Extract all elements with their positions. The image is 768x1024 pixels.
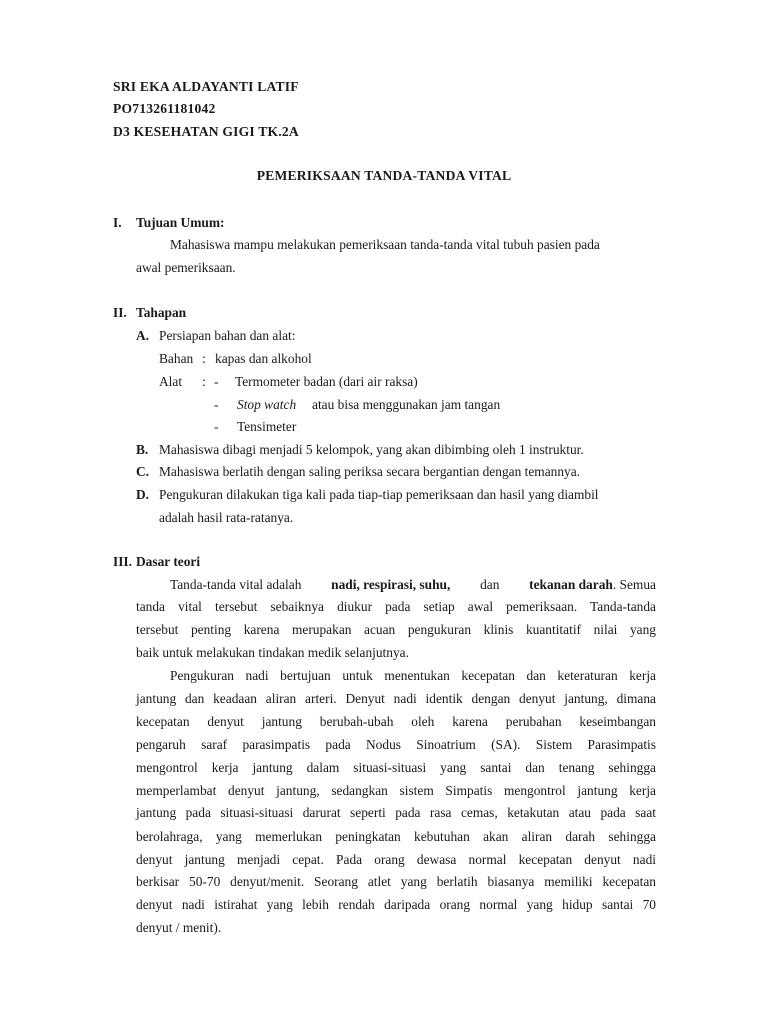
theory-p1-text-dan: dan [480, 577, 500, 592]
alat-dash-2: - [214, 397, 219, 412]
theory-p2-line: denyut nadi istirahat yang lebih rendah daripada orang normal yang hidup santai 70 [136, 897, 656, 912]
theory-p2-line: jantung pada situasi-situasi darurat seperti pada rasa cemas, ketakutan atau pada saat [136, 805, 656, 820]
theory-p1-bold-bp: tekanan darah [529, 577, 613, 592]
section-1-line-2: awal pemeriksaan. [136, 260, 236, 275]
item-c-marker: C. [136, 464, 150, 479]
alat-item-3: Tensimeter [237, 419, 297, 434]
theory-p2-line: berkisar 50-70 denyut/menit. Seorang atlet yang berlatih biasanya memiliki kecepatan [136, 874, 656, 889]
bahan-colon: : [202, 351, 206, 366]
item-d-line-1: Pengukuran dilakukan tiga kali pada tiap-tiap pemeriksaan dan hasil yang diambil [159, 487, 599, 502]
bahan-value: kapas dan alkohol [215, 351, 312, 366]
theory-p2-line: Pengukuran nadi bertujuan untuk menentukan kecepatan dan keteraturan kerja [170, 668, 656, 683]
student-id: PO713261181042 [113, 101, 216, 116]
alat-item-2-rest: atau bisa menggunakan jam tangan [312, 397, 501, 412]
item-d-line-2: adalah hasil rata-ratanya. [159, 510, 294, 525]
item-d-marker: D. [136, 487, 150, 502]
item-b-marker: B. [136, 442, 149, 457]
alat-item-1: Termometer badan (dari air raksa) [235, 374, 418, 389]
section-3-number: III. [113, 554, 132, 569]
theory-p2-line: berolahraga, yang memerlukan peningkatan kebutuhan akan aliran darah sehingga [136, 829, 656, 844]
alat-dash-1: - [214, 374, 219, 389]
section-1-line-1: Mahasiswa mampu melakukan pemeriksaan tanda-tanda vital tubuh pasien pada [170, 237, 600, 252]
student-class: D3 KESEHATAN GIGI TK.2A [113, 124, 299, 139]
theory-p1-text-semua: . Semua [612, 577, 656, 592]
theory-p1-line-2: tanda vital tersebut sebaiknya diukur pada setiap awal pemeriksaan. Tanda-tanda [136, 599, 656, 614]
theory-p2-line: kecepatan denyut jantung berubah-ubah oleh karena perubahan keseimbangan [136, 714, 656, 729]
student-name: SRI EKA ALDAYANTI LATIF [113, 79, 299, 94]
item-c-text: Mahasiswa berlatih dengan saling periksa secara bergantian dengan temannya. [159, 464, 581, 479]
theory-p2-line: jantung dan keadaan aliran arteri. Denyut nadi identik dengan denyut jantung, dimana [136, 691, 656, 706]
section-2-number: II. [113, 305, 127, 320]
alat-colon: : [202, 374, 206, 389]
theory-p1-line-1 [170, 577, 656, 593]
item-a-text: Persiapan bahan dan alat: [159, 328, 296, 343]
alat-dash-3: - [214, 419, 219, 434]
theory-p2-line: memperlambat denyut jantung, sedangkan sistem Simpatis mengontrol jantung kerja [136, 783, 656, 798]
item-a-marker: A. [136, 328, 150, 343]
theory-p1-text-a: Tanda-tanda vital adalah [170, 577, 302, 592]
bahan-label: Bahan [159, 351, 194, 366]
theory-p2-line: denyut jantung menjadi cepat. Pada orang dewasa normal kecepatan denyut nadi [136, 852, 656, 867]
alat-item-2-italic: Stop watch [237, 397, 297, 412]
item-b-text: Mahasiswa dibagi menjadi 5 kelompok, yang akan dibimbing oleh 1 instruktur. [159, 442, 584, 457]
theory-p2-line: denyut / menit). [136, 920, 222, 935]
theory-p1-bold-vitals: nadi, respirasi, suhu, [331, 577, 451, 592]
section-2-heading: Tahapan [136, 305, 187, 320]
theory-p2-line: mengontrol kerja jantung dalam situasi-situasi yang santai dan tenang sehingga [136, 760, 656, 775]
theory-p1-line-4: baik untuk melakukan tindakan medik selanjutnya. [136, 645, 409, 660]
document-title: PEMERIKSAAN TANDA-TANDA VITAL [256, 168, 512, 183]
section-1-number: I. [113, 215, 122, 230]
section-3-heading: Dasar teori [136, 554, 201, 569]
section-1-heading: Tujuan Umum: [136, 215, 225, 230]
theory-p1-line-3: tersebut penting karena merupakan acuan pengukuran klinis kuantitatif nilai yang [136, 622, 656, 637]
theory-p2-line: pengaruh saraf parasimpatis pada Nodus Sinoatrium (SA). Sistem Parasimpatis [136, 737, 656, 752]
alat-label: Alat [159, 374, 183, 389]
